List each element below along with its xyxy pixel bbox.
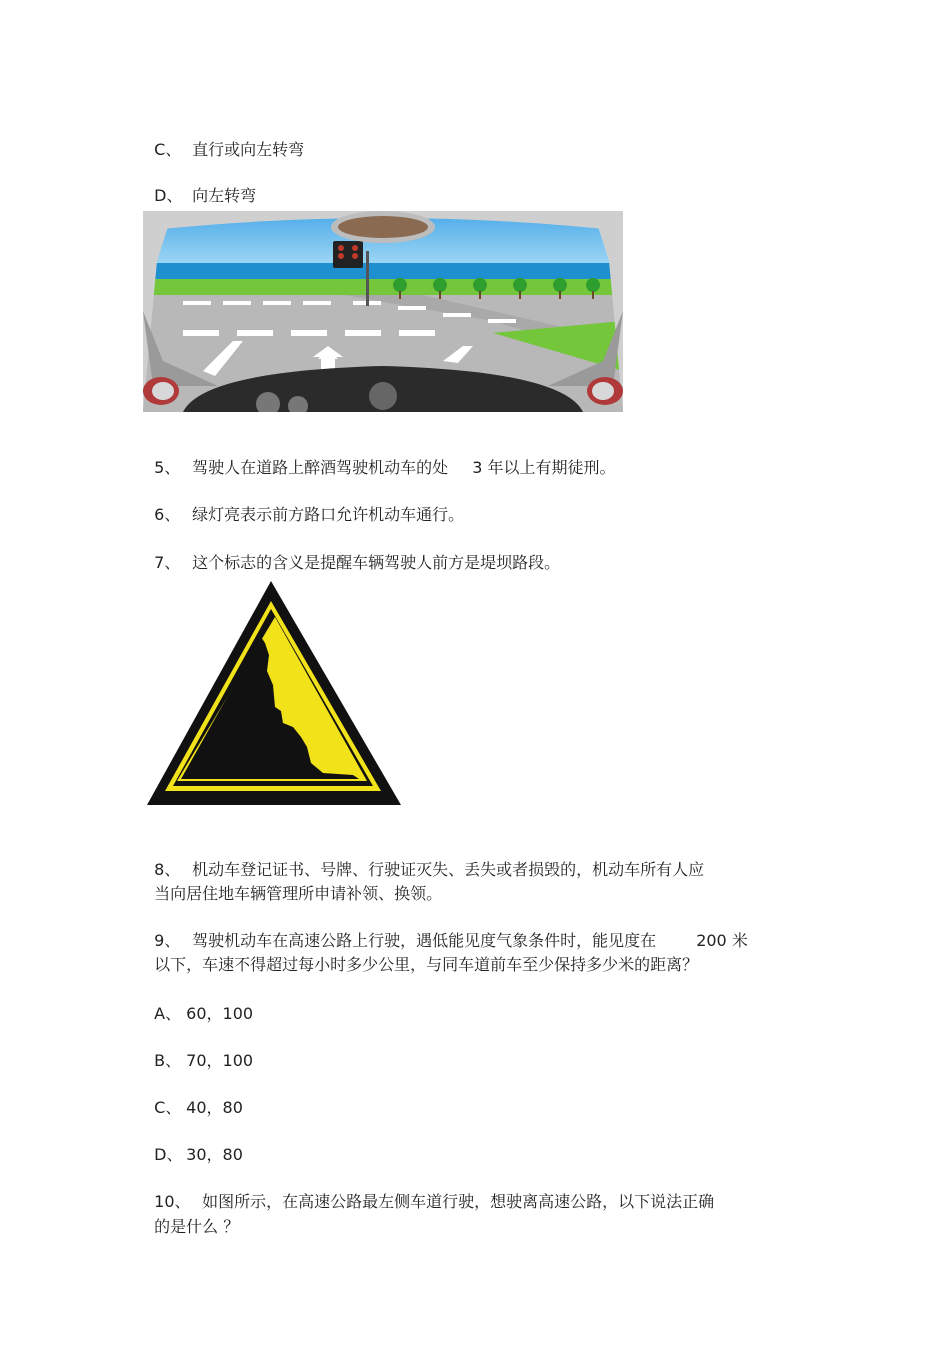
question-text: 如图所示，在高速公路最左侧车道行驶，想驶离高速公路，以下说法正确	[202, 1192, 715, 1211]
question-10-continued	[144, 1197, 239, 1237]
question-text: 驾驶人在道路上醉酒驾驶机动车的处	[192, 458, 449, 477]
option-b	[144, 1031, 253, 1071]
option-text: 向左转弯	[192, 186, 257, 205]
question-number: 8、	[154, 860, 181, 879]
option-label: C、	[154, 1098, 182, 1117]
question-6	[144, 485, 464, 525]
question-number: 7、	[154, 553, 181, 572]
option-text: 70，100	[186, 1051, 254, 1070]
question-text: 这个标志的含义是提醒车辆驾驶人前方是堤坝路段。	[192, 553, 561, 572]
question-5	[144, 438, 615, 478]
option-c	[144, 120, 304, 160]
option-label: D、	[154, 1145, 183, 1164]
option-text: 30，80	[186, 1145, 243, 1164]
option-label: C、	[154, 140, 182, 159]
option-c	[144, 1078, 243, 1118]
question-text-tail: 200 米	[696, 931, 748, 950]
question-text: 当向居住地车辆管理所申请补领、换领。	[154, 884, 443, 903]
question-number: 5、	[154, 458, 181, 477]
option-text: 40，80	[186, 1098, 243, 1117]
question-9-continued	[144, 935, 698, 975]
warning-sign-image	[143, 575, 407, 810]
question-text: 机动车登记证书、号牌、行驶证灭失、丢失或者损毁的，机动车所有人应	[192, 860, 705, 879]
question-8-continued	[144, 864, 442, 904]
question-number: 10、	[154, 1192, 191, 1211]
question-text-tail: 3 年以上有期徒刑。	[472, 458, 616, 477]
option-label: A、	[154, 1004, 182, 1023]
option-a	[144, 984, 253, 1024]
question-text: 绿灯亮表示前方路口允许机动车通行。	[192, 505, 465, 524]
intersection-image	[143, 211, 623, 412]
option-text: 直行或向左转弯	[192, 140, 305, 159]
option-label: D、	[154, 186, 183, 205]
question-text: 以下，车速不得超过每小时多少公里，与同车道前车至少保持多少米的距离？	[154, 955, 699, 974]
option-label: B、	[154, 1051, 182, 1070]
question-number: 6、	[154, 505, 181, 524]
option-d	[144, 1125, 243, 1165]
question-7	[144, 533, 560, 573]
option-text: 60，100	[186, 1004, 254, 1023]
question-text: 的是什么 ？	[154, 1217, 240, 1236]
option-d	[144, 166, 256, 206]
question-number: 9、	[154, 931, 181, 950]
question-text: 驾驶机动车在高速公路上行驶，遇低能见度气象条件时，能见度在	[192, 931, 657, 950]
